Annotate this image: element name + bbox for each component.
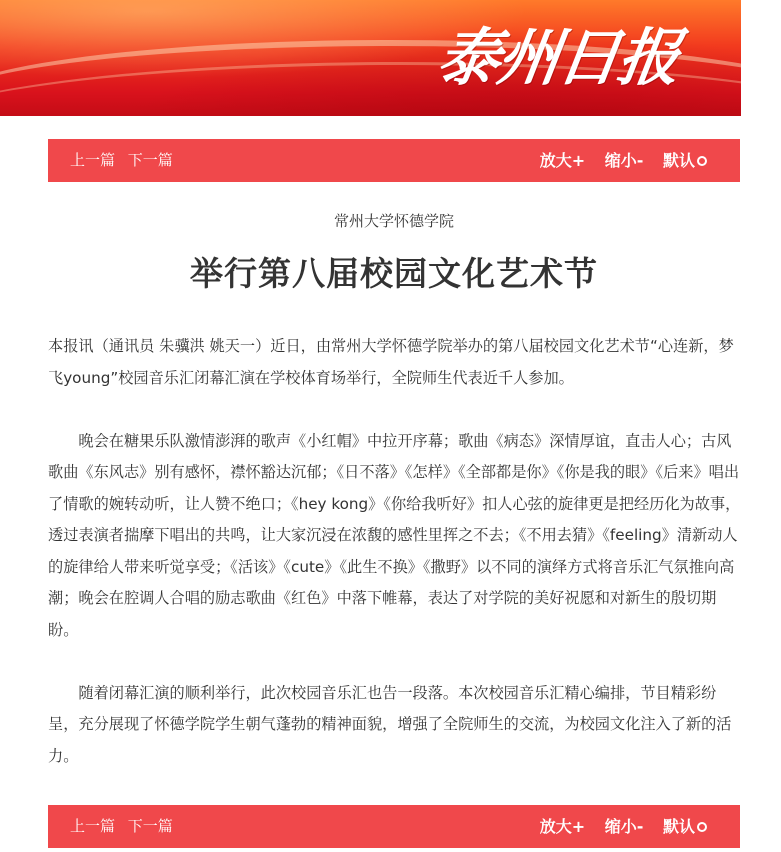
article-nav bbox=[70, 139, 181, 182]
next-article-link[interactable]: 下一篇 bbox=[127, 817, 173, 835]
next-article-link[interactable]: 下一篇 bbox=[127, 151, 173, 169]
article-title: 举行第八届校园文化艺术节 bbox=[190, 254, 598, 293]
masthead-banner bbox=[0, 0, 741, 116]
article-nav bbox=[70, 805, 181, 848]
masthead-logo: 泰州日报 bbox=[432, 21, 684, 94]
zoom-in-button[interactable]: 放大+ bbox=[539, 151, 586, 170]
default-size-button[interactable] bbox=[663, 151, 707, 170]
article-toolbar-top bbox=[48, 139, 740, 182]
article-subtitle: 常州大学怀德学院 bbox=[333, 212, 454, 230]
circle-icon bbox=[697, 156, 707, 166]
article-body bbox=[48, 331, 742, 804]
default-size-label: 默认 bbox=[662, 151, 695, 170]
zoom-out-button[interactable]: 缩小- bbox=[604, 817, 644, 836]
prev-article-link[interactable]: 上一篇 bbox=[70, 151, 116, 169]
article-paragraph: 随着闭幕汇演的顺利举行，此次校园音乐汇也告一段落。本次校园音乐汇精心编排，节目精彩纷呈，充分展现了怀德学院学生朝气蓬勃的精神面貌，增强了全院师生的交流，为校园文化注入了新的活力。 bbox=[48, 683, 732, 765]
zoom-out-button[interactable]: 缩小- bbox=[604, 151, 644, 170]
article-toolbar-bottom bbox=[48, 805, 740, 848]
font-size-controls bbox=[526, 805, 707, 848]
circle-icon bbox=[697, 822, 707, 832]
prev-article-link[interactable]: 上一篇 bbox=[70, 817, 116, 835]
article-paragraph: 晚会在糖果乐队激情澎湃的歌声《小红帽》中拉开序幕；歌曲《病态》深情厚谊，直击人心；古风歌曲《东风志》别有感怀，襟怀豁达沉郁；《日不落》《怎样》《全部都是你》《你是我的眼》《后来》唱出了情歌的婉转动听，让人赞不绝口；《hey kong》《你给我听好》扣人心弦的旋律更是把经历化为故事，透过表演者揣摩下唱出的共鸣，让大家沉浸在浓馥的感性里挥之不去；《不用去猜》《feeling》清新动人的旋律给人带来听觉享受；《活该》《cute》《此生不换》《撒野》以不同的演绎方式将音乐汇气氛推向高潮；晚会在腔调人合唱的励志歌曲《红色》中落下帷幕，表达了对学院的美好祝愿和对新生的殷切期盼。 bbox=[48, 431, 741, 639]
default-size-button[interactable] bbox=[663, 817, 707, 836]
font-size-controls bbox=[526, 139, 707, 182]
article-paragraph: 本报讯（通讯员 朱骥洪 姚天一）近日，由常州大学怀德学院举办的第八届校园文化艺术节“心连新，梦飞young”校园音乐汇闭幕汇演在学校体育场举行，全院师生代表近千人参加。 bbox=[48, 337, 734, 387]
zoom-in-button[interactable]: 放大+ bbox=[539, 817, 586, 836]
default-size-label: 默认 bbox=[662, 817, 695, 836]
